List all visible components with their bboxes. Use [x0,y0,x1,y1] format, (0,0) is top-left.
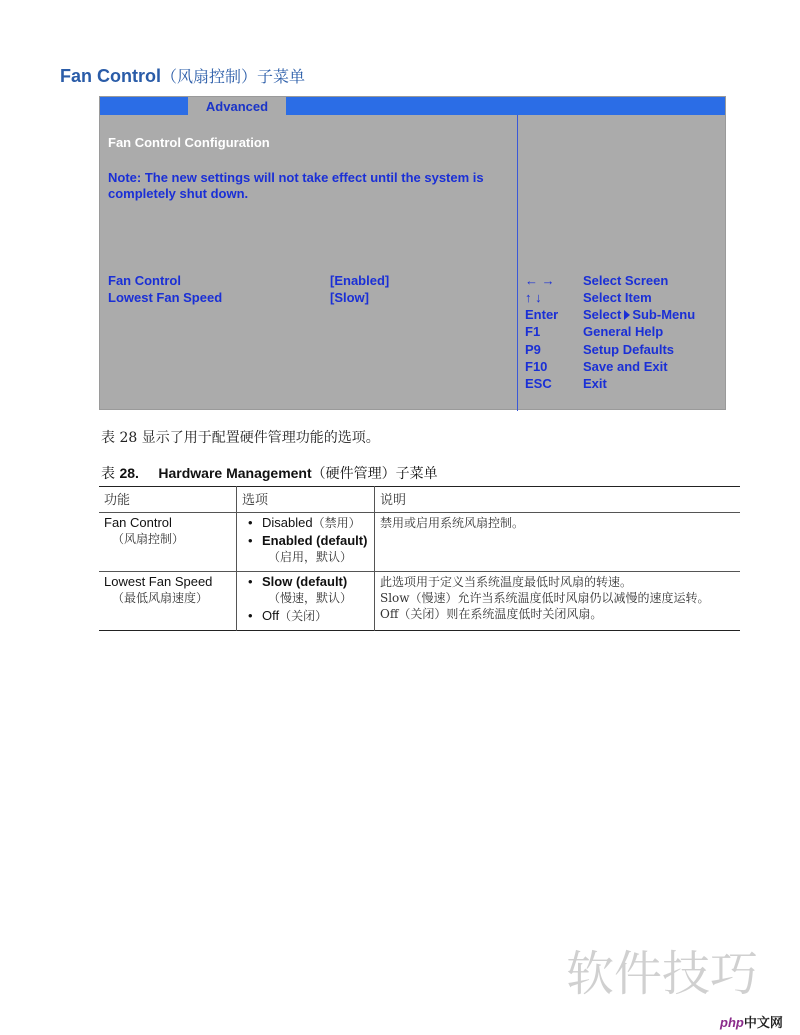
option-text: Enabled (default) [262,533,368,548]
option-item [246,533,369,565]
feature-name: Fan Control [104,515,172,530]
options-cell [237,513,375,572]
option-text-zh: （启用，默认） [268,550,353,564]
key-action: Exit [583,376,607,391]
feature-cell [99,572,237,631]
key-help-row [525,342,674,357]
setting-fan-control-label[interactable]: Fan Control [108,273,181,288]
key-action: Sub-Menu [632,307,696,322]
table-caption [101,463,438,483]
section-title-zh: （风扇控制）子菜单 [161,67,306,86]
site-logo [720,1012,783,1031]
col-header-options: 选项 [237,487,375,513]
key-arrows-ud: ↑ ↓ [525,290,542,305]
logo-php: php [720,1015,744,1030]
description-line: Off（关闭）则在系统温度低时关闭风扇。 [380,607,603,621]
option-item [246,574,369,606]
col-header-description: 说明 [375,487,741,513]
key-arrows-lr: ← → [525,273,555,288]
options-cell [237,572,375,631]
key-action: Setup Defaults [583,342,675,357]
table-caption-title-zh: （硬件管理）子菜单 [311,466,438,482]
key-action: Select Item [583,290,652,305]
table-caption-title: Hardware Management [158,465,312,481]
description-cell [375,572,741,631]
description-line: Slow（慢速）允许当系统温度低时风扇仍以减慢的速度运转。 [380,591,710,605]
body-paragraph: 表 28 显示了用于配置硬件管理功能的选项。 [101,430,380,446]
bios-section-header: Fan Control Configuration [108,135,270,150]
option-text: Slow (default) [262,574,348,589]
col-header-feature: 功能 [104,493,131,508]
option-text-zh: （禁用） [312,516,361,530]
feature-name-zh: （风扇控制） [112,532,185,546]
table-caption-prefix: 表 [101,466,120,482]
table-row [99,513,740,572]
feature-name: Lowest Fan Speed [104,574,213,589]
key-help-row [525,359,668,374]
section-title-en: Fan Control [60,66,161,86]
option-text-zh: （关闭） [279,609,328,623]
option-text: Disabled [262,515,313,530]
setting-fan-control-value[interactable]: [Enabled] [330,273,390,288]
bios-note-line2: completely shut down. [108,186,249,201]
key-help-row [525,324,663,339]
key-p9: P9 [525,342,541,357]
feature-cell [99,513,237,572]
option-item [246,515,369,531]
description-line: 禁用或启用系统风扇控制。 [380,516,525,530]
bios-screen [99,96,726,410]
key-f10: F10 [525,359,548,374]
key-f1: F1 [525,324,541,339]
setting-lowest-fan-speed-value[interactable]: [Slow] [330,290,369,305]
table-header-row [99,487,740,513]
key-help-row [525,307,695,322]
key-help-row [525,273,668,288]
bios-note [108,170,508,202]
logo-cn: 中文网 [743,1015,783,1030]
table-row [99,572,740,631]
section-title [60,64,305,87]
table-caption-num: 28. [119,465,139,481]
key-enter: Enter [525,307,559,322]
key-help-row [525,376,607,391]
key-action: Save and Exit [583,359,668,374]
watermark-text: 软件技巧 [566,946,759,1002]
key-action-pre: Select [583,307,622,322]
bios-note-line1: Note: The new settings will not take effect until the system is [108,170,484,185]
key-esc: ESC [525,376,552,391]
triangle-right-icon [624,310,630,320]
options-table [99,486,740,631]
setting-lowest-fan-speed-label[interactable]: Lowest Fan Speed [108,290,223,305]
description-cell [375,513,741,572]
description-line: 此选项用于定义当系统温度最低时风扇的转速。 [380,575,633,589]
feature-name-zh: （最低风扇速度） [112,591,209,605]
tab-advanced[interactable]: Advanced [188,97,286,115]
bios-panel-divider [517,115,518,411]
option-text-zh: （慢速，默认） [268,591,353,605]
option-item [246,608,369,624]
key-help-row [525,290,652,305]
key-action: Select Screen [583,273,669,288]
option-text: Off [262,608,280,623]
key-action: General Help [583,324,664,339]
